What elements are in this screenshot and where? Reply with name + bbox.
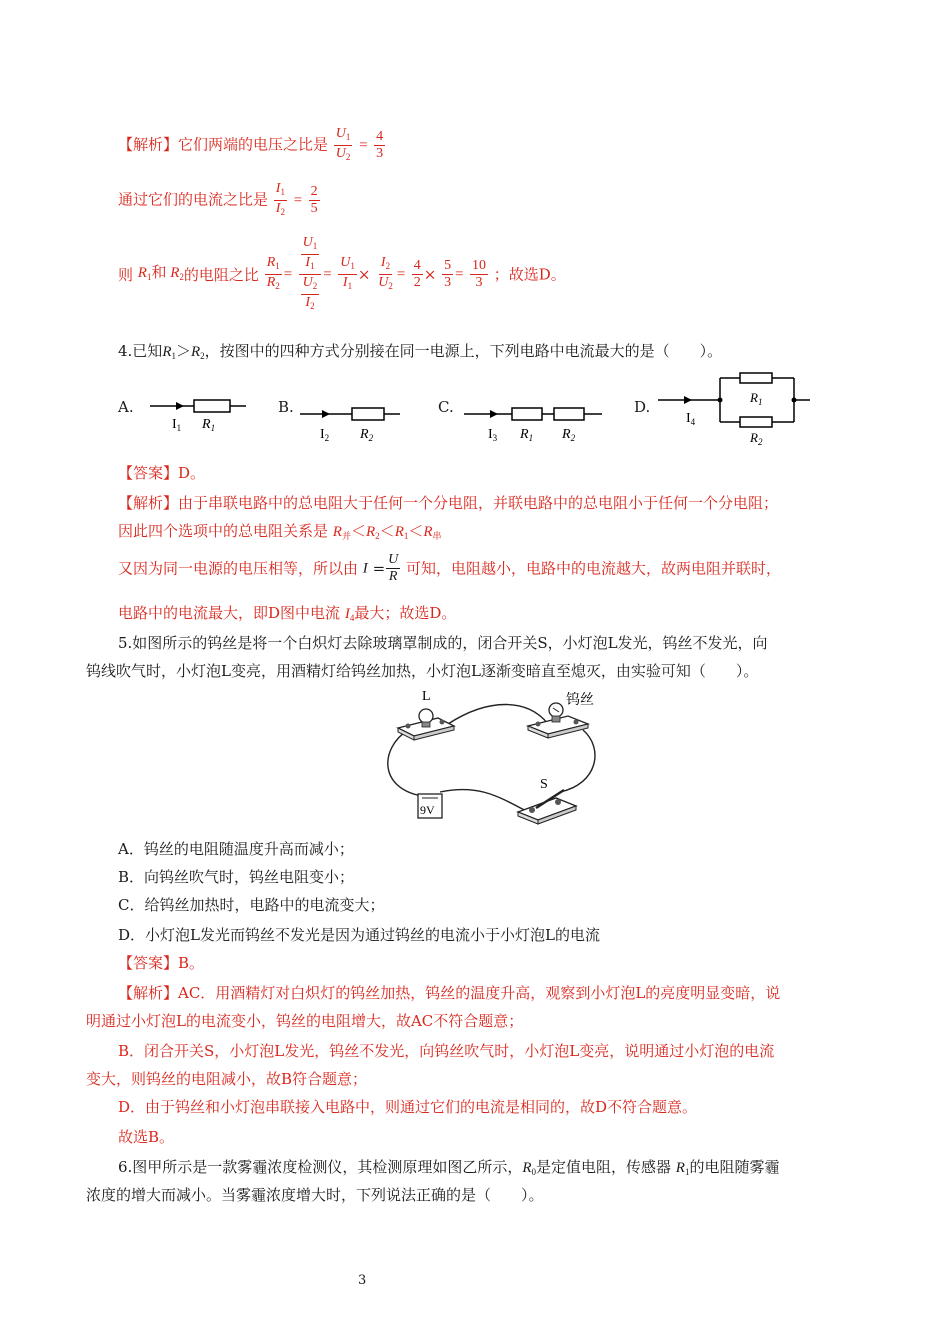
question-4-analysis-3: 又因为同一电源的电压相等，所以由 I = $\frac{U}{R}$ 可知，电阻越小，电路中的电流越大，故两电阻并联时， [118, 552, 782, 584]
fraction-r1-r2: $\frac{R_1}{R_2}$ [266, 255, 280, 291]
label-r1: $R_1$ [202, 417, 216, 433]
label-r2: $R_2$ [360, 427, 374, 443]
label-switch: S [540, 777, 548, 792]
fraction-4-3: $\frac{4}{3}$ [376, 129, 384, 161]
label-r1: $R_1$ [750, 390, 763, 407]
label-r2: $R_2$ [562, 427, 576, 443]
analysis-label: 【解析】它们两端的电压之比是 [118, 135, 329, 154]
analysis-current-ratio: 通过它们的电流之比是 $\frac{I_1}{I_2}$ = $\frac{2}{5}$ [118, 181, 321, 220]
option-b-label: B. [278, 398, 294, 416]
fraction-i1-i2: $\frac{I_1}{I_2}$ [275, 181, 285, 217]
option-d-label: D. [634, 398, 651, 416]
question-5-analysis-1: 【解析】AC．用酒精灯对白炽灯的钨丝加热，钨丝的温度升高，观察到小灯泡L的亮度明显变暗，说 [118, 984, 781, 1002]
question-5-option-b: B．向钨丝吹气时，钨丝电阻变小； [118, 868, 355, 886]
ohms-law-fraction: $\frac{U}{R}$ [388, 552, 399, 584]
label-i1: $I_1$ [172, 417, 182, 433]
fraction-u1-u2: $\frac{U_1}{U_2}$ [335, 126, 351, 162]
question-4-answer: 【答案】D。 [118, 464, 206, 482]
question-5-analysis-5: D．由于钨丝和小灯泡串联接入电路中，则通过它们的电流是相同的，故D不符合题意。 [118, 1098, 698, 1116]
question-5-analysis-3: B．闭合开关S，小灯泡L发光，钨丝不发光，向钨丝吹气时，小灯泡L变亮，说明通过小灯泡的电流 [118, 1042, 775, 1060]
question-4-analysis-4: 电路中的电流最大，即D图中电流 $I_4$最大；故选D。 [118, 604, 457, 623]
question-6-stem-1: 6.图甲所示是一款雾霾浓度检测仪，其检测原理如图乙所示，$R_0$是定值电阻，传感器 $R_1$的电阻随雾霾 [118, 1158, 780, 1177]
label-i3: $I_3$ [488, 427, 498, 443]
question-4-analysis-1: 【解析】由于串联电路中的总电阻大于任何一个分电阻，并联电路中的总电阻小于任何一个分电阻； [118, 494, 779, 512]
question-4-stem: 4.已知$R_1>R_2$，按图中的四种方式分别接在同一电源上，下列电路中电流最大的是（ ）。 [118, 342, 723, 361]
label-r1: $R_1$ [520, 427, 534, 443]
label-i4: $I_4$ [686, 411, 696, 427]
question-5-option-d: D．小灯泡L发光而钨丝不发光是因为通过钨丝的电流小于小灯泡L的电流 [118, 926, 600, 944]
page-number: 3 [358, 1273, 367, 1288]
label-i2: $I_2$ [320, 427, 330, 443]
label-r2: $R_2$ [750, 430, 763, 446]
question-6-stem-2: 浓度的增大而减小。当雾霾浓度增大时，下列说法正确的是（ ）。 [86, 1186, 544, 1204]
circuit-b [296, 400, 406, 444]
question-5-stem-1: 5.如图所示的钨丝是将一个白炽灯去除玻璃罩制成的，闭合开关S，小灯泡L发光，钨丝不发光，向 [118, 634, 768, 652]
question-5-option-c: C．给钨丝加热时，电路中的电流变大； [118, 896, 385, 914]
question-5-stem-2: 钨线吹气时，小灯泡L变亮，用酒精灯给钨丝加热，小灯泡L逐渐变暗直至熄灭，由实验可知（ ）。 [86, 662, 759, 680]
question-5-analysis-4: 变大，则钨丝的电阻减小，故B符合题意； [86, 1070, 368, 1088]
question-5-option-a: A．钨丝的电阻随温度升高而减小； [118, 840, 354, 858]
analysis-voltage-ratio: 【解析】它们两端的电压之比是 $\frac{U_1}{U_2}$ = $\frac{4}{3}$ [118, 126, 386, 165]
circuit-d [654, 372, 814, 446]
fraction-2-5: $\frac{2}{5}$ [310, 184, 318, 216]
question-5-analysis-2: 明通过小灯泡L的电流变小，钨丝的电阻增大，故AC不符合题意； [86, 1012, 524, 1030]
circuit-a [146, 392, 256, 436]
label-lamp: L [422, 689, 431, 704]
question-5-answer: 【答案】B。 [118, 954, 205, 972]
circuit-c [460, 400, 610, 444]
analysis-resistance-ratio: 则 $R_1$和 $R_2$的电阻之比 $\frac{R_1}{R_2}$ = $\frac{\frac{U_1}{I_1}}{\frac{U_2}{I_2}}$ = $\frac{U_1}{I_1}$ × $\frac{I_2}{U_2}$ = $\frac{4}{2}$ × $\frac{5}{3}$ = $\frac{10}{3}$ ；故选D。 [118, 235, 566, 314]
fraction-nested: $\frac{\frac{U_1}{I_1}}{\frac{U_2}{I_2}}$ [299, 235, 322, 314]
label-filament: 钨丝 [566, 693, 594, 708]
option-c-label: C. [438, 398, 454, 416]
question-5-conclusion: 故选B。 [118, 1128, 175, 1146]
option-a-label: A. [118, 398, 134, 416]
label-battery: 9V [420, 803, 435, 817]
question-4-analysis-2: 因此四个选项中的总电阻关系是 $R_并<R_2<R_1<R_串$ [118, 522, 442, 542]
experiment-figure [378, 688, 610, 828]
